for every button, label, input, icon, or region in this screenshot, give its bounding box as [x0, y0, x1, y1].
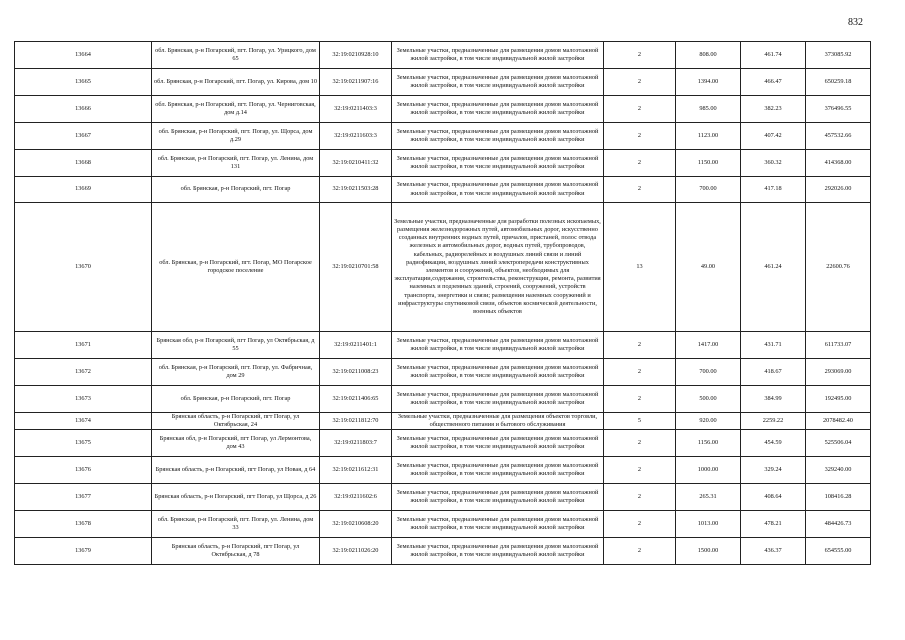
cadastral-value-cell: 293069.00: [806, 359, 871, 386]
row-number: 13668: [15, 150, 152, 177]
address-cell: Брянская область, р-н Погарский, пгт Погар, ул Октябрьская, 24: [152, 413, 320, 430]
group-cell: 2: [604, 332, 676, 359]
land-use-cell: Земельные участки, предназначенные для размещения домов малоэтажной жилой застройки, в том числе индивидуальной жилой застройки: [392, 69, 604, 96]
group-cell: 2: [604, 484, 676, 511]
specific-value-cell: 417.18: [741, 177, 806, 203]
table-row: [15, 177, 871, 203]
specific-value-cell: 461.24: [741, 203, 806, 332]
group-cell: 2: [604, 511, 676, 538]
row-number: 13666: [15, 96, 152, 123]
area-cell: 1394.00: [676, 69, 741, 96]
area-cell: 265.31: [676, 484, 741, 511]
specific-value-cell: 454.59: [741, 430, 806, 457]
cadastral-value-cell: 414368.00: [806, 150, 871, 177]
land-use-cell: Земельные участки, предназначенные для размещения домов малоэтажной жилой застройки, в том числе индивидуальной жилой застройки: [392, 177, 604, 203]
row-number: 13667: [15, 123, 152, 150]
table-row: [15, 96, 871, 123]
address-cell: Брянская область, р-н Погарский, пгт Погар, ул Новая, д 64: [152, 457, 320, 484]
row-number: 13671: [15, 332, 152, 359]
address-cell: обл. Брянская, р-н Погарский, пгт. Погар, ул. Черниговская, дом д.14: [152, 96, 320, 123]
cadastral-value-cell: 292026.00: [806, 177, 871, 203]
table-row: [15, 203, 871, 332]
cadastral-number-cell: 32:19:0211503:28: [320, 177, 392, 203]
address-cell: Брянская обл, р-н Погарский, пгт Погар, ул Октябрьская, д 55: [152, 332, 320, 359]
land-use-cell: Земельные участки, предназначенные для размещения домов малоэтажной жилой застройки, в том числе индивидуальной жилой застройки: [392, 123, 604, 150]
specific-value-cell: 478.21: [741, 511, 806, 538]
land-use-cell: Земельные участки, предназначенные для размещения домов малоэтажной жилой застройки, в том числе индивидуальной жилой застройки: [392, 150, 604, 177]
specific-value-cell: 382.23: [741, 96, 806, 123]
cadastral-number-cell: 32:19:0211026:20: [320, 538, 392, 565]
cadastral-number-cell: 32:19:0211612:31: [320, 457, 392, 484]
specific-value-cell: 407.42: [741, 123, 806, 150]
table-row: [15, 430, 871, 457]
address-cell: обл. Брянская, р-н Погарский, пгт. Погар, МО Погарское городское поселение: [152, 203, 320, 332]
row-number: 13669: [15, 177, 152, 203]
group-cell: 2: [604, 42, 676, 69]
cadastral-number-cell: 32:19:0211403:3: [320, 96, 392, 123]
cadastral-number-cell: 32:19:0210411:32: [320, 150, 392, 177]
area-cell: 985.00: [676, 96, 741, 123]
area-cell: 1013.00: [676, 511, 741, 538]
land-use-cell: Земельные участки, предназначенные для размещения домов малоэтажной жилой застройки, в том числе индивидуальной жилой застройки: [392, 430, 604, 457]
table-row: [15, 484, 871, 511]
row-number: 13677: [15, 484, 152, 511]
group-cell: 2: [604, 457, 676, 484]
land-use-cell: Земельные участки, предназначенные для размещения домов малоэтажной жилой застройки, в том числе индивидуальной жилой застройки: [392, 42, 604, 69]
address-cell: обл. Брянская, р-н Погарский, пгт. Погар, ул. Урицкого, дом 65: [152, 42, 320, 69]
land-use-cell: Земельные участки, предназначенные для размещения домов малоэтажной жилой застройки, в том числе индивидуальной жилой застройки: [392, 538, 604, 565]
cadastral-number-cell: 32:19:0210701:58: [320, 203, 392, 332]
cadastral-value-cell: 650259.18: [806, 69, 871, 96]
specific-value-cell: 461.74: [741, 42, 806, 69]
address-cell: обл. Брянская, р-н Погарский, пгт. Погар: [152, 177, 320, 203]
cadastral-number-cell: 32:19:0210608:20: [320, 511, 392, 538]
cadastral-number-cell: 32:19:0211803:7: [320, 430, 392, 457]
cadastral-value-cell: 376496.55: [806, 96, 871, 123]
area-cell: 808.00: [676, 42, 741, 69]
address-cell: обл. Брянская, р-н Погарский, пгт. Погар, ул. Кирова, дом 10: [152, 69, 320, 96]
table-row: [15, 69, 871, 96]
row-number: 13670: [15, 203, 152, 332]
specific-value-cell: 360.32: [741, 150, 806, 177]
group-cell: 2: [604, 538, 676, 565]
area-cell: 1500.00: [676, 538, 741, 565]
area-cell: 500.00: [676, 386, 741, 413]
land-use-cell: Земельные участки, предназначенные для размещения домов малоэтажной жилой застройки, в том числе индивидуальной жилой застройки: [392, 484, 604, 511]
specific-value-cell: 466.47: [741, 69, 806, 96]
cadastral-value-cell: 484426.73: [806, 511, 871, 538]
table-row: [15, 413, 871, 430]
row-number: 13678: [15, 511, 152, 538]
specific-value-cell: 431.71: [741, 332, 806, 359]
group-cell: 2: [604, 430, 676, 457]
cadastral-value-cell: 457532.66: [806, 123, 871, 150]
table-row: [15, 123, 871, 150]
specific-value-cell: 436.37: [741, 538, 806, 565]
specific-value-cell: 418.67: [741, 359, 806, 386]
row-number: 13673: [15, 386, 152, 413]
cadastral-number-cell: 32:19:0211406:65: [320, 386, 392, 413]
area-cell: 49.00: [676, 203, 741, 332]
table-row: [15, 457, 871, 484]
cadastral-value-cell: 525506.04: [806, 430, 871, 457]
address-cell: обл. Брянская, р-н Погарский, пгт. Погар, ул. Щорса, дом д.29: [152, 123, 320, 150]
row-number: 13665: [15, 69, 152, 96]
table-row: [15, 386, 871, 413]
table-body: [15, 42, 871, 565]
group-cell: 2: [604, 177, 676, 203]
cadastral-number-cell: 32:19:0211603:3: [320, 123, 392, 150]
group-cell: 2: [604, 96, 676, 123]
cadastral-value-cell: 108416.28: [806, 484, 871, 511]
row-number: 13672: [15, 359, 152, 386]
table-row: [15, 511, 871, 538]
cadastral-number-cell: 32:19:0211907:16: [320, 69, 392, 96]
cadastral-value-cell: 2078482.40: [806, 413, 871, 430]
group-cell: 2: [604, 359, 676, 386]
area-cell: 700.00: [676, 177, 741, 203]
group-cell: 5: [604, 413, 676, 430]
land-use-cell: Земельные участки, предназначенные для размещения домов малоэтажной жилой застройки, в том числе индивидуальной жилой застройки: [392, 511, 604, 538]
cadastral-number-cell: 32:19:0211008:23: [320, 359, 392, 386]
area-cell: 1156.00: [676, 430, 741, 457]
table-row: [15, 332, 871, 359]
cadastral-number-cell: 32:19:0211812:70: [320, 413, 392, 430]
row-number: 13676: [15, 457, 152, 484]
specific-value-cell: 384.99: [741, 386, 806, 413]
cadastral-value-cell: 373085.92: [806, 42, 871, 69]
row-number: 13664: [15, 42, 152, 69]
area-cell: 700.00: [676, 359, 741, 386]
row-number: 13679: [15, 538, 152, 565]
cadastral-value-cell: 611733.07: [806, 332, 871, 359]
address-cell: обл. Брянская, р-н Погарский, пгт. Погар, ул. Ленина, дом 131: [152, 150, 320, 177]
cadastral-value-cell: 654555.00: [806, 538, 871, 565]
address-cell: обл. Брянская, р-н Погарский, пгт. Погар, ул. Ленина, дом 33: [152, 511, 320, 538]
cadastral-number-cell: 32:19:0210928:10: [320, 42, 392, 69]
specific-value-cell: 329.24: [741, 457, 806, 484]
cadastral-value-cell: 22600.76: [806, 203, 871, 332]
address-cell: Брянская область, р-н Погарский, пгт Погар, ул Щорса, д 26: [152, 484, 320, 511]
land-use-cell: Земельные участки, предназначенные для размещения объектов торговли, общественного питания и бытового обслуживания: [392, 413, 604, 430]
area-cell: 1417.00: [676, 332, 741, 359]
table-row: [15, 42, 871, 69]
group-cell: 2: [604, 150, 676, 177]
cadastral-value-cell: 329240.00: [806, 457, 871, 484]
row-number: 13675: [15, 430, 152, 457]
area-cell: 1123.00: [676, 123, 741, 150]
address-cell: обл. Брянская, р-н Погарский, пгт. Погар: [152, 386, 320, 413]
cadastral-number-cell: 32:19:0211401:1: [320, 332, 392, 359]
cadastral-number-cell: 32:19:0211602:6: [320, 484, 392, 511]
group-cell: 13: [604, 203, 676, 332]
land-use-cell: Земельные участки, предназначенные для размещения домов малоэтажной жилой застройки, в том числе индивидуальной жилой застройки: [392, 359, 604, 386]
land-use-cell: Земельные участки, предназначенные для разработки полезных ископаемых, размещения железнодорожных путей, автомобильных дорог, искусственно созданных внутренних водных путей, причалов, пристаней, полос отвода железных и автомобильных дорог, водных путей, трубопроводов, кабельных, радиорелейных и воздушных линий связи и линий радиофикации, воздушных линий электропередачи конструктивных элементов и сооружений, объектов, необходимых для эксплуатации,содержания, строительства, реконструкции, ремонта, развития наземных и подземных зданий, строений, сооружений, устройств транспорта, энергетики и связи; размещения наземных сооружений и инфраструктуры спутниковой связи, объектов космической деятельности, военных объектов: [392, 203, 604, 332]
address-cell: Брянская область, р-н Погарский, пгт Погар, ул Октябрьская, д 78: [152, 538, 320, 565]
cadastral-value-table: [14, 41, 871, 565]
land-use-cell: Земельные участки, предназначенные для размещения домов малоэтажной жилой застройки, в том числе индивидуальной жилой застройки: [392, 457, 604, 484]
group-cell: 2: [604, 123, 676, 150]
page-number: 832: [848, 17, 863, 28]
land-use-cell: Земельные участки, предназначенные для размещения домов малоэтажной жилой застройки, в том числе индивидуальной жилой застройки: [392, 332, 604, 359]
row-number: 13674: [15, 413, 152, 430]
address-cell: обл. Брянская, р-н Погарский, пгт. Погар, ул. Фабричная, дом 29: [152, 359, 320, 386]
specific-value-cell: 408.64: [741, 484, 806, 511]
group-cell: 2: [604, 69, 676, 96]
area-cell: 1150.00: [676, 150, 741, 177]
table-row: [15, 359, 871, 386]
specific-value-cell: 2259.22: [741, 413, 806, 430]
area-cell: 1000.00: [676, 457, 741, 484]
cadastral-value-cell: 192495.00: [806, 386, 871, 413]
table-row: [15, 538, 871, 565]
group-cell: 2: [604, 386, 676, 413]
land-use-cell: Земельные участки, предназначенные для размещения домов малоэтажной жилой застройки, в том числе индивидуальной жилой застройки: [392, 386, 604, 413]
land-use-cell: Земельные участки, предназначенные для размещения домов малоэтажной жилой застройки, в том числе индивидуальной жилой застройки: [392, 96, 604, 123]
table-row: [15, 150, 871, 177]
address-cell: Брянская обл, р-н Погарский, пгт Погар, ул Лермонтова, дом 43: [152, 430, 320, 457]
area-cell: 920.00: [676, 413, 741, 430]
